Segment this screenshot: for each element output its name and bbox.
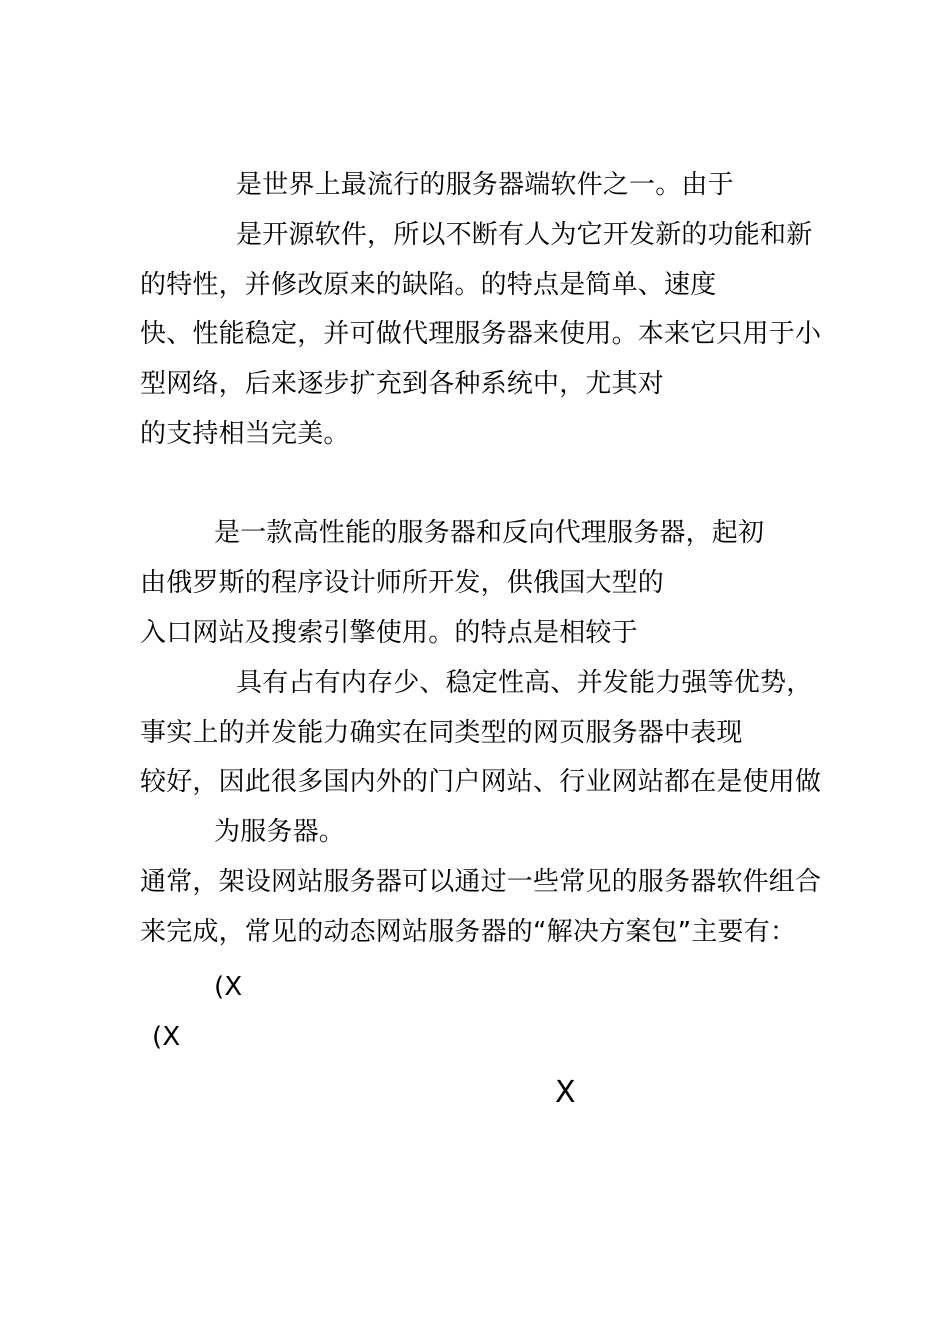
- paragraph-1-line-4: 快、性能稳定，并可做代理服务器来使用。本来它只用于小: [140, 319, 822, 349]
- paragraph-3-line-2: 来完成，常见的动态网站服务器的“解决方案包”主要有：: [140, 917, 797, 947]
- paragraph-2-line-7: 为服务器。: [214, 817, 346, 847]
- paragraph-1-line-2: 是开源软件，所以不断有人为它开发新的功能和新: [236, 220, 813, 250]
- paragraph-1-line-3: 的特性，并修改原来的缺陷。的特点是简单、速度: [140, 270, 717, 300]
- paragraph-2-line-5: 事实上的并发能力确实在同类型的网页服务器中表现: [140, 718, 743, 748]
- list-item-1: (X: [214, 972, 243, 1002]
- paragraph-3-line-1: 通常，架设网站服务器可以通过一些常见的服务器软件组合: [140, 867, 822, 897]
- paragraph-1-line-5: 型网络，后来逐步扩充到各种系统中，尤其对: [140, 369, 665, 399]
- paragraph-1-line-1: 是世界上最流行的服务器端软件之一。由于: [236, 170, 734, 200]
- paragraph-2-line-4: 具有占有内存少、稳定性高、并发能力强等优势，: [236, 668, 813, 698]
- paragraph-2-line-6: 较好，因此很多国内外的门户网站、行业网站都在是使用做: [140, 767, 822, 797]
- paragraph-2-line-2: 由俄罗斯的程序设计师所开发，供俄国大型的: [140, 568, 665, 598]
- paragraph-1-line-6: 的支持相当完美。: [140, 419, 350, 449]
- paragraph-2-line-3: 入口网站及搜索引擎使用。的特点是相较于: [140, 618, 638, 648]
- list-item-2: (X: [152, 1022, 181, 1052]
- footer-mark: X: [555, 1075, 576, 1110]
- paragraph-2-line-1: 是一款高性能的服务器和反向代理服务器，起初: [214, 518, 765, 548]
